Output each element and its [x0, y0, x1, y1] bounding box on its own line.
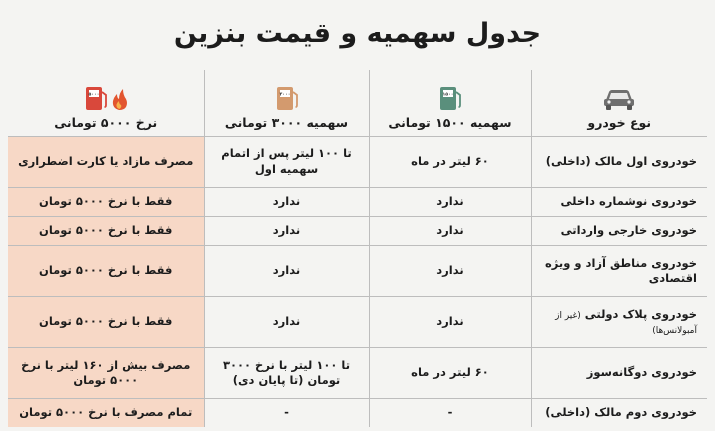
header-car-type-label: نوع خودرو: [587, 115, 652, 130]
cell-rate-5000: فقط با نرخ ۵۰۰۰ تومان: [8, 297, 204, 348]
table-row: [8, 399, 707, 427]
cell-quota-3000: ندارد: [204, 188, 369, 217]
header-rate-5000: [8, 70, 204, 137]
cell-car-type: خودروی نوشماره داخلی: [531, 188, 707, 217]
fuel-pump-5000-icon: [83, 85, 129, 111]
cell-quota-1500: ۶۰ لیتر در ماه: [369, 348, 531, 399]
table-row: [8, 188, 707, 217]
car-icon: [601, 85, 637, 111]
cell-rate-5000: تمام مصرف با نرخ ۵۰۰۰ تومان: [8, 399, 204, 427]
table-row: [8, 297, 707, 348]
header-rate-5000-label: نرخ ۵۰۰۰ تومانی: [54, 115, 158, 130]
page-title: جدول سهمیه و قیمت بنزین: [173, 18, 542, 49]
table-header-row: [8, 70, 707, 137]
cell-car-type: خودروی مناطق آزاد و ویژه اقتصادی: [531, 246, 707, 297]
cell-quota-1500: ۶۰ لیتر در ماه: [369, 137, 531, 188]
cell-rate-5000: مصرف مازاد یا کارت اضطراری: [8, 137, 204, 188]
cell-quota-3000: -: [204, 399, 369, 427]
table-row: [8, 217, 707, 246]
cell-quota-3000: ندارد: [204, 217, 369, 246]
pump-3000-label: ۳۰۰۰: [279, 92, 290, 98]
header-quota-1500-label: سهمیه ۱۵۰۰ تومانی: [388, 115, 512, 130]
pump-1500-label: ۱۵۰۰: [442, 92, 454, 98]
fuel-pump-1500-icon: [435, 85, 465, 111]
table-row: [8, 246, 707, 297]
fuel-quota-table: [8, 70, 707, 427]
cell-car-type: [531, 297, 707, 348]
cell-quota-1500: ندارد: [369, 188, 531, 217]
table-row: [8, 348, 707, 399]
cell-quota-1500: ندارد: [369, 297, 531, 348]
cell-car-type: خودروی اول مالک (داخلی): [531, 137, 707, 188]
cell-quota-1500: ندارد: [369, 217, 531, 246]
cell-quota-3000: تا ۱۰۰ لیتر پس از اتمام سهمیه اول: [204, 137, 369, 188]
fuel-pump-3000-icon: [272, 85, 302, 111]
cell-rate-5000: فقط با نرخ ۵۰۰۰ تومان: [8, 188, 204, 217]
cell-quota-3000: ندارد: [204, 246, 369, 297]
pump-5000-label: ۵۰۰۰: [88, 92, 100, 98]
cell-rate-5000: مصرف بیش از ۱۶۰ لیتر با نرخ ۵۰۰۰ تومان: [8, 348, 204, 399]
table-row: [8, 137, 707, 188]
cell-quota-3000: تا ۱۰۰ لیتر با نرخ ۳۰۰۰ تومان (تا پایان دی): [204, 348, 369, 399]
cell-rate-5000: فقط با نرخ ۵۰۰۰ تومان: [8, 246, 204, 297]
cell-quota-1500: ندارد: [369, 246, 531, 297]
header-quota-1500: [369, 70, 531, 137]
header-quota-3000-label: سهمیه ۳۰۰۰ تومانی: [224, 115, 349, 130]
header-quota-3000: [204, 70, 369, 137]
car-type-note: (غیر از آمبولانس‌ها): [555, 310, 697, 337]
cell-car-type: خودروی دوگانه‌سوز: [531, 348, 707, 399]
cell-car-type: خودروی خارجی وارداتی: [531, 217, 707, 246]
cell-rate-5000: فقط با نرخ ۵۰۰۰ تومان: [8, 217, 204, 246]
cell-car-type: خودروی دوم مالک (داخلی): [531, 399, 707, 427]
car-type-label: خودروی پلاک دولتی: [584, 306, 697, 321]
cell-quota-1500: -: [369, 399, 531, 427]
header-car-type: [531, 70, 707, 137]
cell-quota-3000: ندارد: [204, 297, 369, 348]
